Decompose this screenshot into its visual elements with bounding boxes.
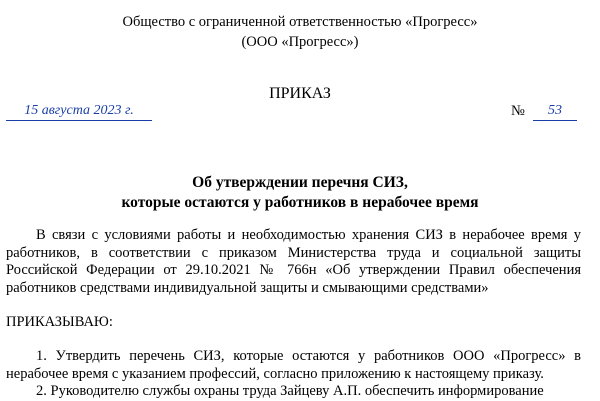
order-date-field: 15 августа 2023 г. [6,102,152,121]
document-type-heading: ПРИКАЗ [269,85,331,102]
order-number-label: № [511,103,525,119]
order-title-line-2: которые остаются у работников в нерабочее время [121,194,479,211]
order-directive-word: ПРИКАЗЫВАЮ: [6,314,113,330]
order-number-field: 53 [533,102,577,121]
organization-name: Общество с ограниченной ответственностью «Прогресс» [122,14,478,30]
order-item-1: 1. Утвердить перечень СИЗ, которые остаются у работников ООО «Прогресс» в нерабочее время с указанием профессий, согласно приложению к настоящему приказу. [6,348,581,382]
organization-short-name: (ООО «Прогресс») [241,34,359,50]
order-item-2: 2. Руководителю службы охраны труда Зайцеву А.П. обеспечить информирование [36,383,544,399]
order-title-line-1: Об утверждении перечня СИЗ, [192,174,408,191]
preamble-paragraph: В связи с условиями работы и необходимостью хранения СИЗ в нерабочее время у работников, в соответствии с приказом Министерства труда и социальной защиты Российской Федерации от 29.10.2021 № 766н «Об утверждении Правил обеспечения работников средствами индивидуальной защиты и смывающими средствами» [6,227,581,296]
